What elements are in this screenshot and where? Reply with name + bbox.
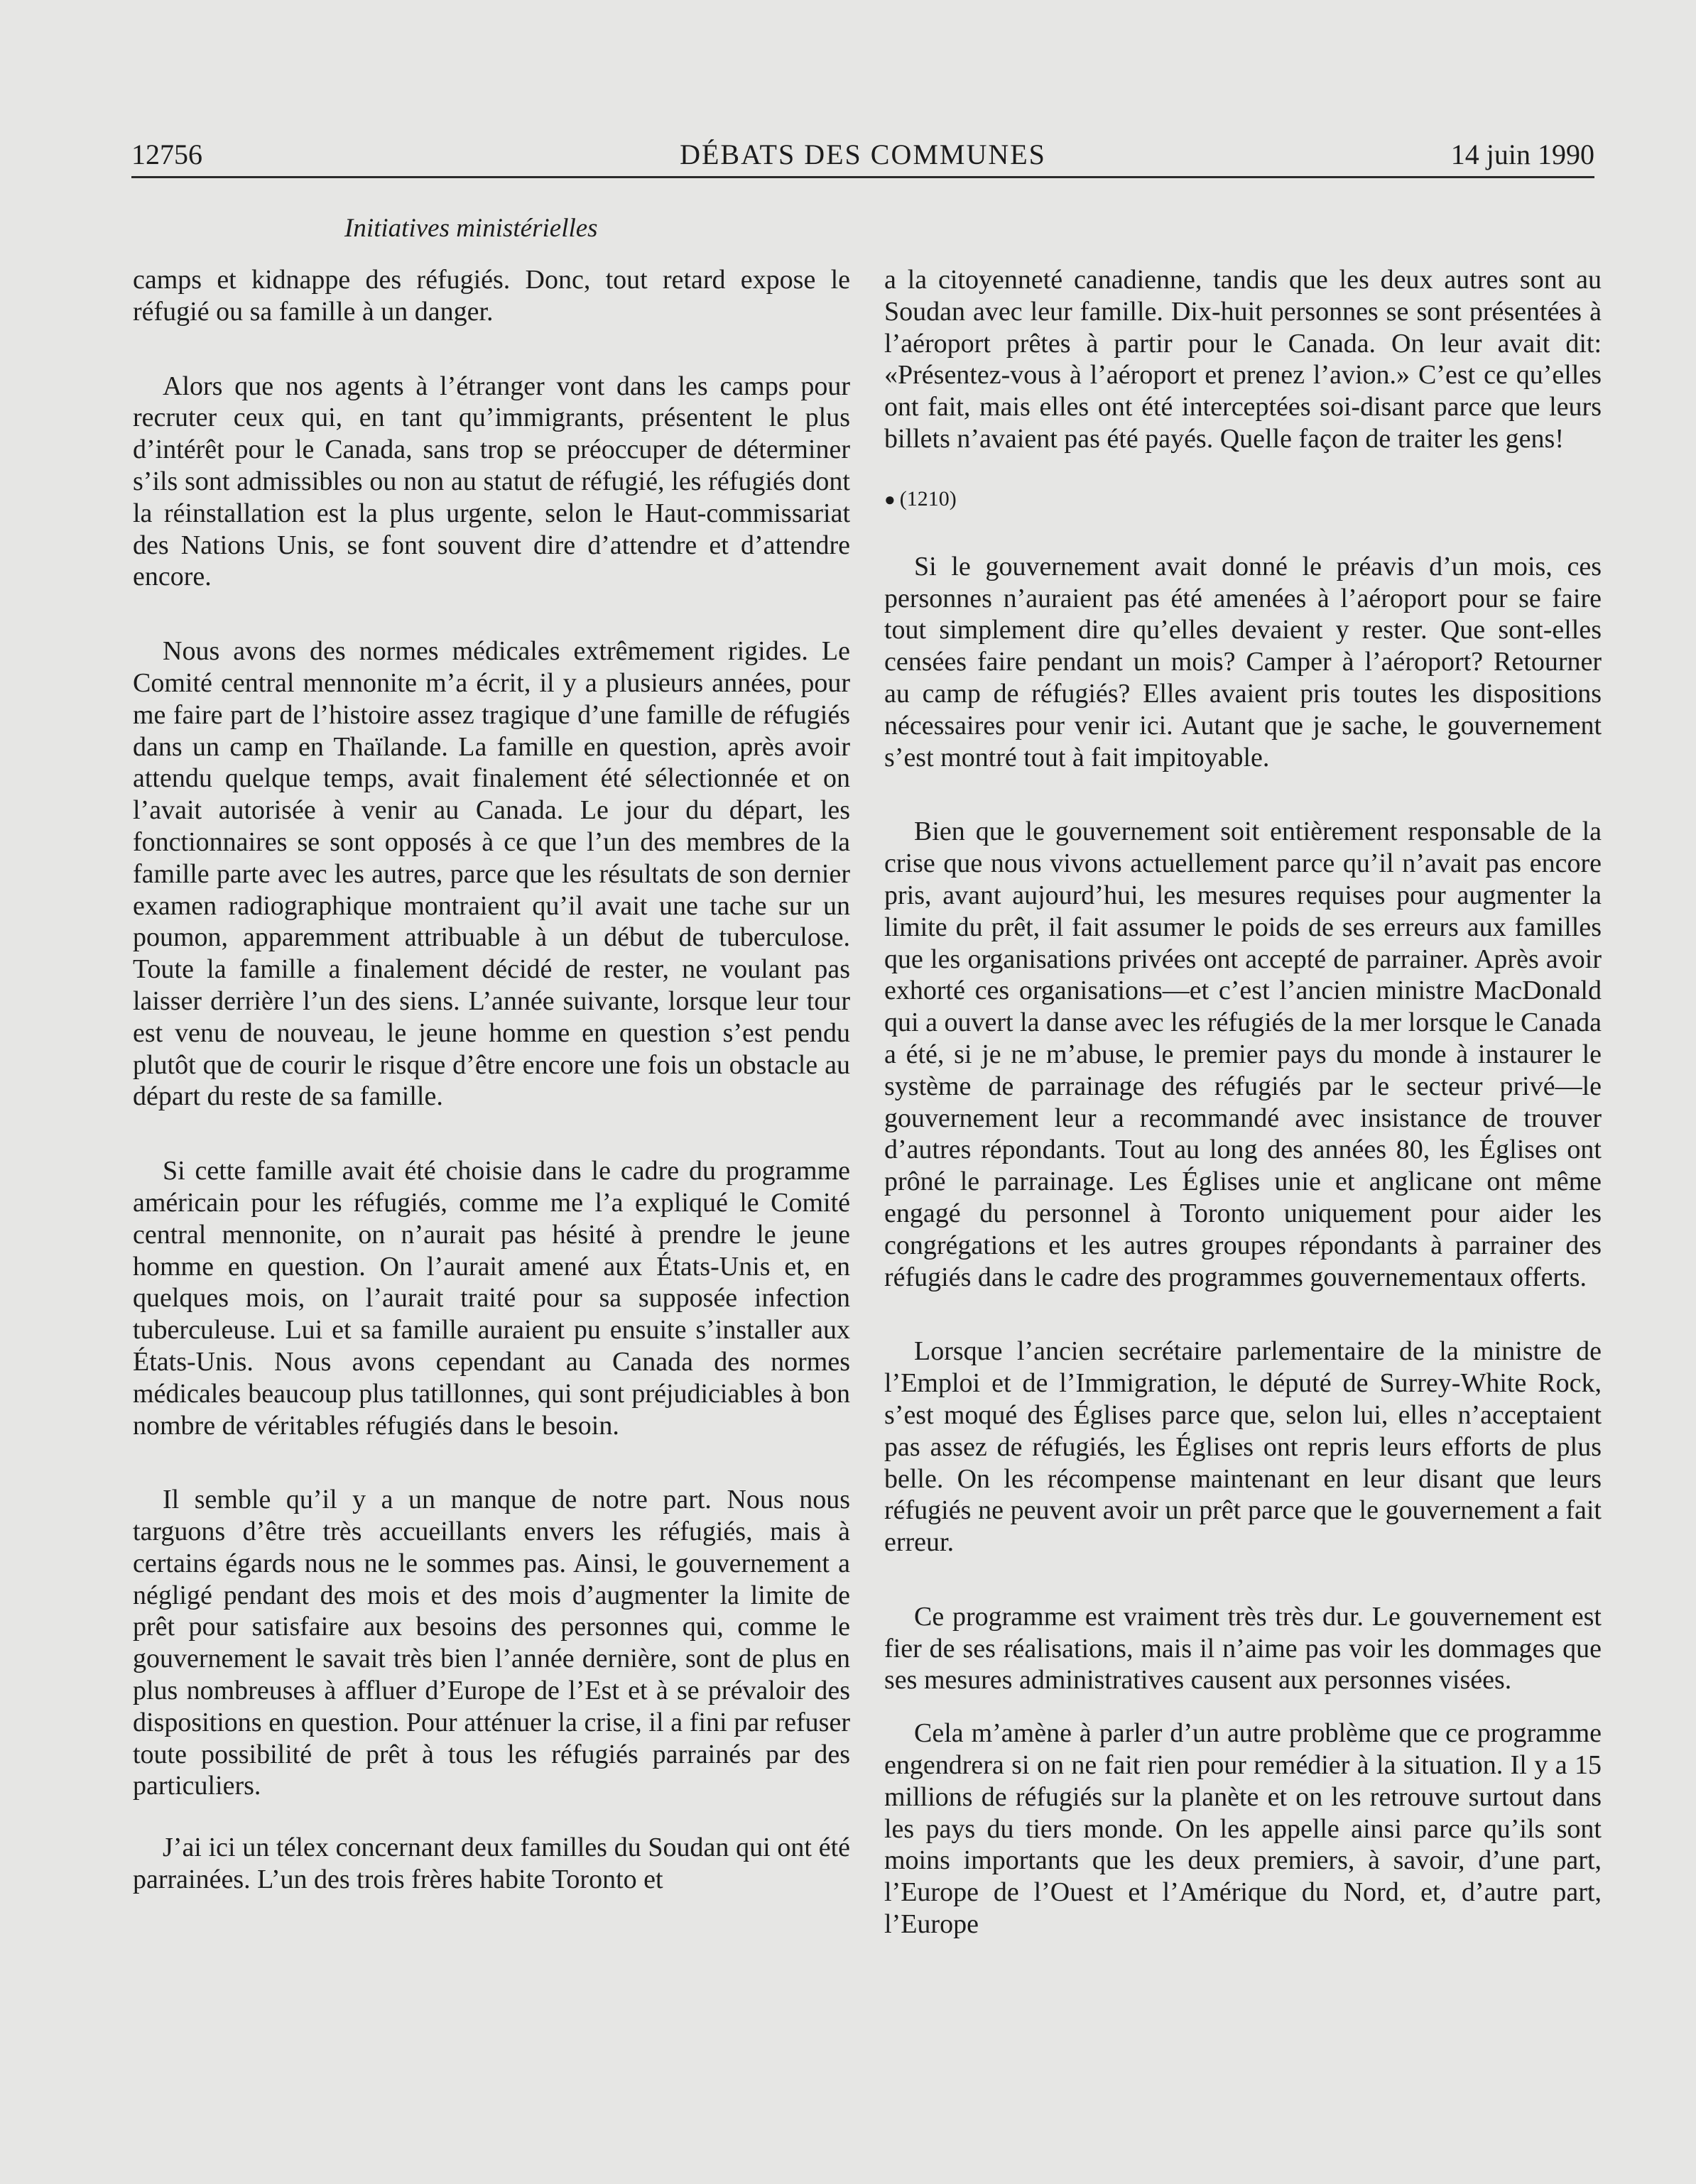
header-rule (131, 176, 1594, 178)
paragraph: a la citoyenneté canadienne, tandis que les deux autres sont au Soudan avec leur famille. Dix-huit personnes se sont présentées à l’aéroport prêtes à partir pour le Canada. On leur avait dit: «Présentez-vous à l’aéroport et prenez l’avion.» C’est ce qu’elles ont fait, mais elles ont été interceptées soi-disant parce que leurs billets n’avaient pas été payés. Quelle façon de traiter les gens! (884, 265, 1602, 454)
paragraph: J’ai ici un télex concernant deux familles du Soudan qui ont été parrainées. L’un des trois frères habite Toronto et (133, 1833, 850, 1895)
page-number: 12756 (131, 138, 202, 170)
issue-date: 14 juin 1990 (1450, 138, 1594, 170)
paragraph: camps et kidnappe des réfugiés. Donc, tout retard expose le réfugié ou sa famille à un danger. (133, 265, 850, 327)
paragraph: Ce programme est vraiment très très dur. Le gouvernement est fier de ses réalisations, mais il n’aime pas voir les dommages que ses mesures administratives causent aux personnes visées. (884, 1601, 1602, 1696)
paragraph: Alors que nos agents à l’étranger vont dans les camps pour recruter ceux qui, en tant qu’immigrants, présentent le plus d’intérêt pour le Canada, sans trop se préoccuper de déterminer s’ils sont admissibles ou non au statut de réfugié, les réfugiés dont la réinstallation est la plus urgente, selon le Haut-commissariat des Nations Unis, se font souvent dire d’attendre et d’attendre encore. (133, 371, 850, 592)
bullet-icon: ● (884, 488, 896, 510)
paragraph: Nous avons des normes médicales extrêmement rigides. Le Comité central mennonite m’a écrit, il y a plusieurs années, pour me faire part de l’histoire assez tragique d’une famille de réfugiés dans un camp en Thaïlande. La famille en question, après avoir attendu quelque temps, avait finalement été sélectionnée et on l’avait autorisée à venir au Canada. Le jour du départ, les fonctionnaires se sont opposés à ce que l’un des membres de la famille parte avec les autres, parce que les résultats de son dernier examen radiographique montraient qu’il avait une tache sur un poumon, apparemment attribuable à un début de tuberculose. Toute la famille a finalement décidé de rester, ne voulant pas laisser derrière l’un des siens. L’année suivante, lorsque leur tour est venu de nouveau, le jeune homme en question s’est pendu plutôt que de courir le risque d’être encore une fois un obstacle au départ du reste de sa famille. (133, 636, 850, 1112)
time-marker-text: (1210) (899, 486, 957, 510)
paragraph: Bien que le gouvernement soit entièrement responsable de la crise que nous vivons actuellement parce qu’il n’avait pas encore pris, avant aujourd’hui, les mesures requises pour augmenter la limite du prêt, il fait assumer le poids de ses erreurs aux familles que les organisations privées ont accepté de parrainer. Après avoir exhorté ces organisations—et c’est l’ancien ministre MacDonald qui a ouvert la danse avec les réfugiés de la mer lorsque le Canada a été, si je ne m’abuse, le premier pays du monde à instaurer le système de parrainage des réfugiés par le secteur privé—le gouvernement leur a recommandé avec insistance de trouver d’autres répondants. Tout au long des années 80, les Églises ont prôné le parrainage. Les Églises unie et anglicane ont même engagé du personnel à Toronto uniquement pour aider les congrégations et les autres groupes répondants à parrainer des réfugiés dans le cadre des programmes gouvernementaux offerts. (884, 817, 1602, 1292)
right-column (884, 264, 1602, 1983)
section-heading: Initiatives ministérielles (344, 214, 598, 243)
time-marker (884, 485, 1602, 514)
paragraph: Lorsque l’ancien secrétaire parlementaire de la ministre de l’Emploi et de l’Immigration, le député de Surrey-White Rock, s’est moqué des Églises parce que, selon lui, elles n’acceptaient pas assez de réfugiés, les Églises ont repris leurs efforts de plus belle. On les récompense maintenant en leur disant que leurs réfugiés ne peuvent avoir un prêt parce que le gouvernement a fait erreur. (884, 1336, 1602, 1558)
left-column (133, 264, 850, 1938)
paragraph: Il semble qu’il y a un manque de notre part. Nous nous targuons d’être très accueillants envers les réfugiés, mais à certains égards nous ne le sommes pas. Ainsi, le gouvernement a négligé pendant des mois et des mois d’augmenter la limite de prêt pour satisfaire aux besoins des personnes qui, comme le gouvernement le savait très bien l’année dernière, sont de plus en plus nombreuses à affluer d’Europe de l’Est et à se prévaloir des dispositions en question. Pour atténuer la crise, il a fini par refuser toute possibilité de prêt à tous les réfugiés parrainés par des particuliers. (133, 1485, 850, 1801)
paragraph: Cela m’amène à parler d’un autre problème que ce programme engendrera si on ne fait rien pour remédier à la situation. Il y a 15 millions de réfugiés sur la planète et on les retrouve surtout dans les pays du tiers monde. On les appelle ainsi parce qu’ils sont moins importants que les deux premiers, à savoir, d’une part, l’Europe de l’Ouest et l’Amérique du Nord, et, d’autre part, l’Europe (884, 1718, 1602, 1940)
paragraph: Si le gouvernement avait donné le préavis d’un mois, ces personnes n’auraient pas été amenées à l’aéroport pour se faire tout simplement dire qu’elles devaient y rester. Que sont-elles censées faire pendant un mois? Camper à l’aéroport? Retourner au camp de réfugiés? Elles avaient pris toutes les dispositions nécessaires pour venir ici. Autant que je sache, le gouvernement s’est montré tout à fait impitoyable. (884, 551, 1602, 772)
journal-title: DÉBATS DES COMMUNES (680, 138, 1046, 170)
paragraph: Si cette famille avait été choisie dans le cadre du programme américain pour les réfugiés, comme me l’a expliqué le Comité central mennonite, on n’aurait pas hésité à prendre le jeune homme en question. On l’aurait amené aux États-Unis et, en quelques mois, on l’aurait traité pour sa supposée infection tuberculeuse. Lui et sa famille auraient pu ensuite s’installer aux États-Unis. Nous avons cependant au Canada des normes médicales beaucoup plus tatillonnes, qui sont préjudiciables à bon nombre de véritables réfugiés dans le besoin. (133, 1156, 850, 1441)
page-header (131, 133, 1594, 176)
